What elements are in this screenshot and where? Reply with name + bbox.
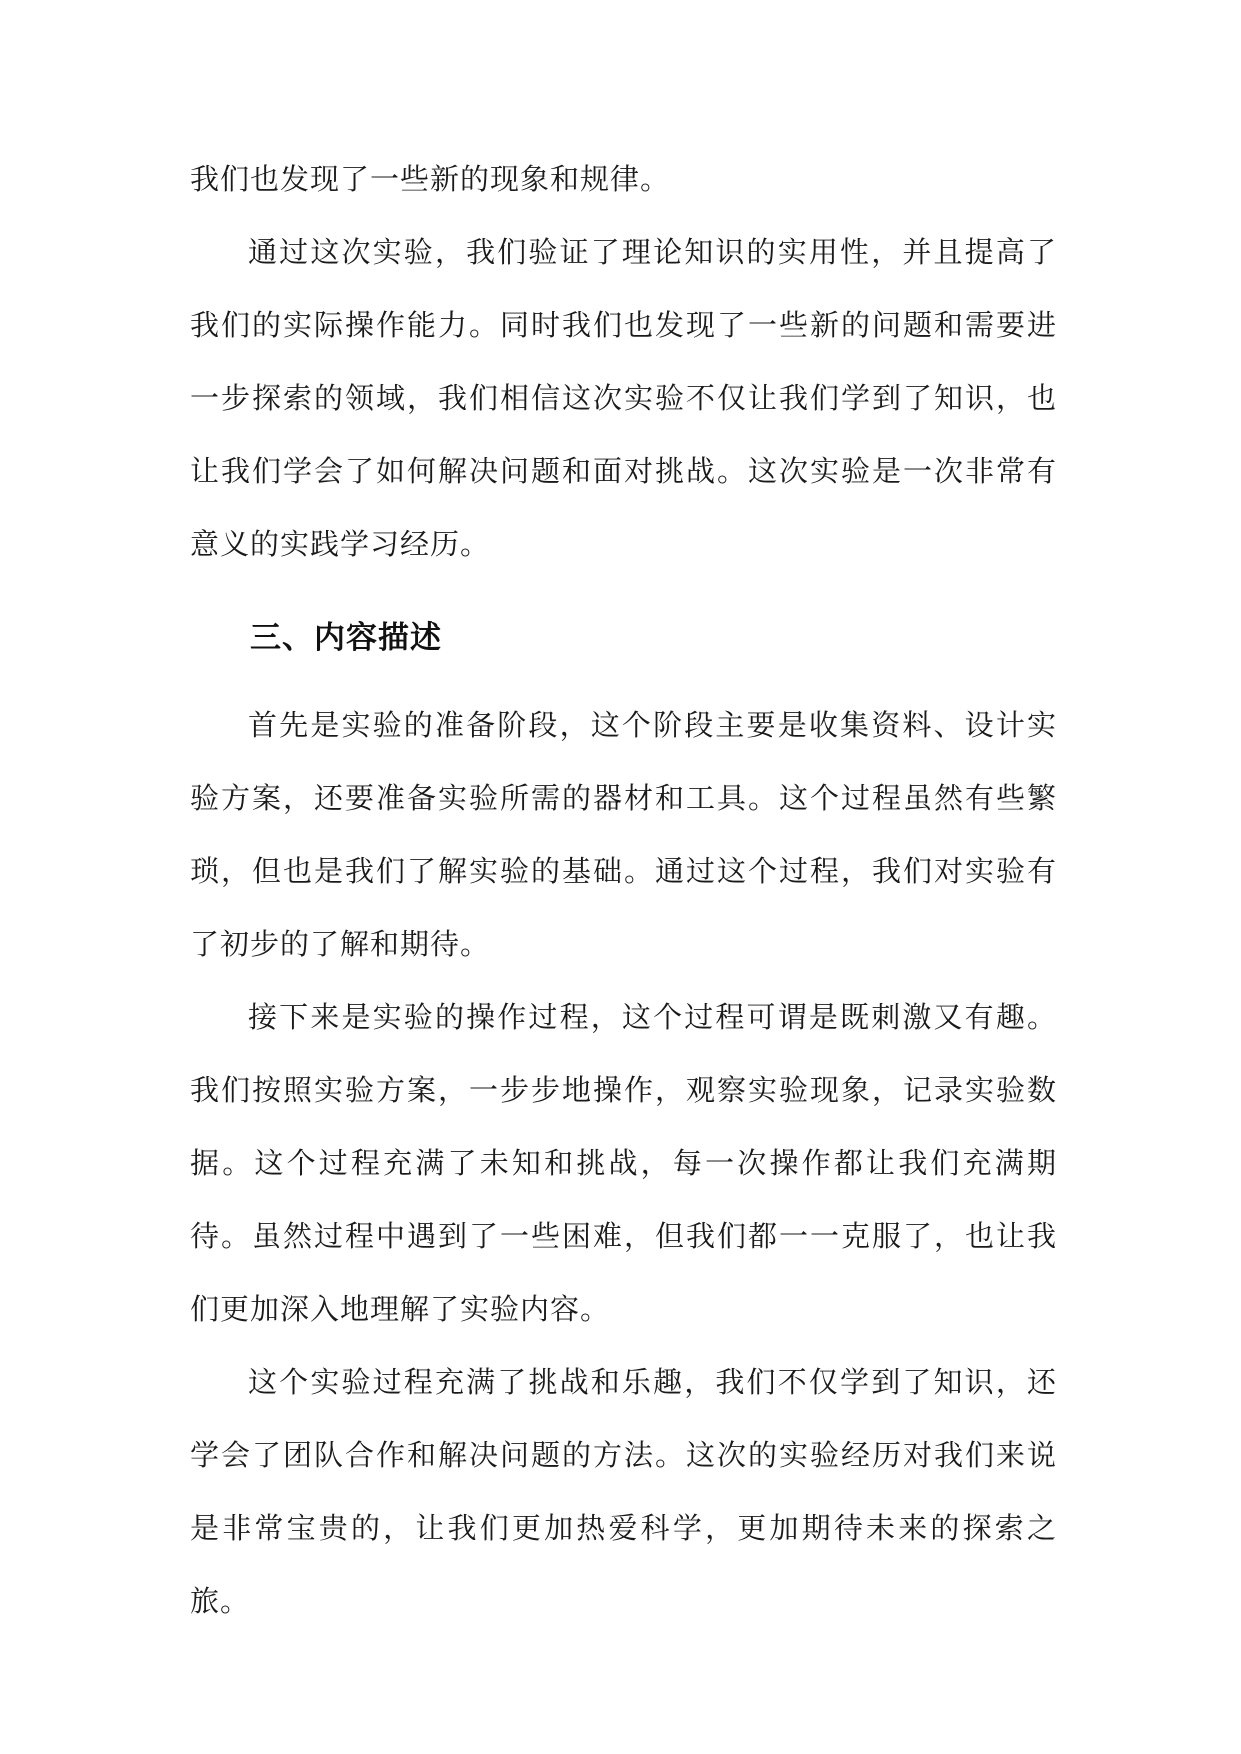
section-heading: 三、内容描述 [250, 620, 442, 656]
paragraph-continuation: 我们也发现了一些新的现象和规律。 [190, 162, 671, 196]
paragraph-operation-process: 接下来是实验的操作过程，这个过程可谓是既刺激又有趣。我们按照实验方案，一步步地操作，观察实验现象，记录实验数据。这个过程充满了未知和挑战，每一次操作都让我们充满期待。虽然过程中遇到了一些困难，但我们都一一克服了，也让我们更加深入地理解了实验内容。 [190, 1000, 1057, 1326]
paragraph-preparation-stage: 首先是实验的准备阶段，这个阶段主要是收集资料、设计实验方案，还要准备实验所需的器材和工具。这个过程虽然有些繁琐，但也是我们了解实验的基础。通过这个过程，我们对实验有了初步的了解和期待。 [190, 708, 1057, 961]
document-body [190, 143, 1057, 1638]
paragraph-experiment-summary: 通过这次实验，我们验证了理论知识的实用性，并且提高了我们的实际操作能力。同时我们也发现了一些新的问题和需要进一步探索的领域，我们相信这次实验不仅让我们学到了知识，也让我们学会了如何解决问题和面对挑战。这次实验是一次非常有意义的实践学习经历。 [190, 235, 1057, 561]
paragraph-conclusion: 这个实验过程充满了挑战和乐趣，我们不仅学到了知识，还学会了团队合作和解决问题的方法。这次的实验经历对我们来说是非常宝贵的，让我们更加热爱科学，更加期待未来的探索之旅。 [190, 1365, 1057, 1618]
